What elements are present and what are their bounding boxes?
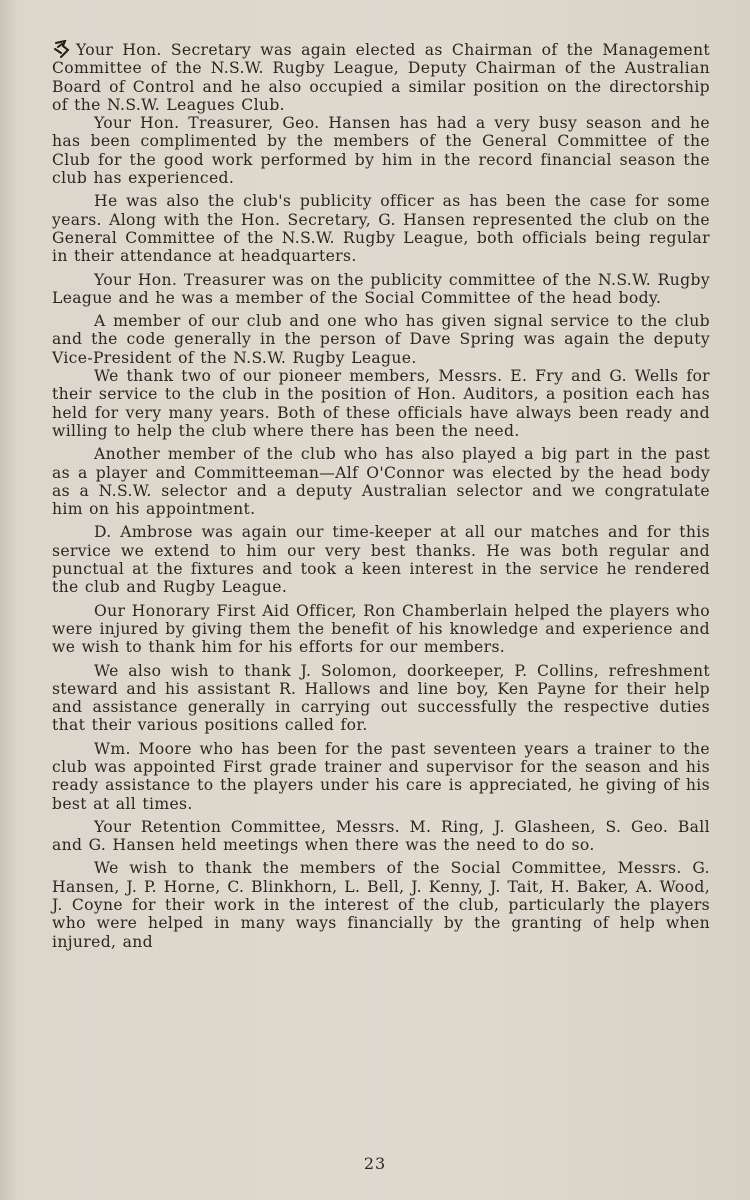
paragraph-trainer: Wm. Moore who has been for the past seventeen years a trainer to the club was appointed First grade trainer and supervisor for the season and his ready assistance to the players under his care is appreciated, he giving of his best at all times. [52, 739, 710, 813]
paragraph-dave-spring: A member of our club and one who has given signal service to the club and the code generally in the person of Dave Spring was again the deputy Vice-President of the N.S.W. Rugby League. [52, 312, 710, 367]
paragraph-auditors: We thank two of our pioneer members, Messrs. E. Fry and G. Wells for their service to the club in the position of Hon. Auditors, a position each has held for very many years. Both of these officials have always been ready and willing to help the club where there has been the need. [52, 367, 710, 440]
paragraph-volunteers: We also wish to thank J. Solomon, doorkeeper, P. Collins, refreshment steward and his assistant R. Hallows and line boy, Ken Payne for their help and assistance generally in carrying out successfully the respective duties that their various positions called for. [52, 661, 710, 735]
paragraph-alf-oconnor: Another member of the club who has also played a big part in the past as a player and Committeeman—Alf O'Connor was elected by the head body as a N.S.W. selector and a deputy Australian selector and we congratulate him on his appointment. [52, 445, 710, 519]
paragraph-time-keeper: D. Ambrose was again our time-keeper at all our matches and for this service we extend to him our very best thanks. He was both regular and punctual at the fixtures and took a keen interest in the service he rendered the club and Rugby League. [52, 523, 710, 597]
paragraph-treasurer: Your Hon. Treasurer, Geo. Hansen has had a very busy season and he has been complimented by the members of the General Committee of the Club for the good work performed by him in the record financial season the club has experienced. [52, 114, 710, 188]
body-text [52, 40, 710, 951]
paragraph-publicity-officer: He was also the club's publicity officer as has been the case for some years. Along with the Hon. Secretary, G. Hansen represented the club on the General Committee of the N.S.W. Rugby League, both officials being regular in their attendance at headquarters. [52, 192, 710, 266]
paragraph-social-committee: We wish to thank the members of the Social Committee, Messrs. G. Hansen, J. P. Horne, C. Blinkhorn, L. Bell, J. Kenny, J. Tait, H. Baker, A. Wood, J. Coyne for their work in the interest of the club, particularly the players who were helped in many ways financially by the granting of help when injured, and [52, 859, 710, 951]
page-number: 23 [363, 1154, 387, 1173]
paragraph-publicity-committee: Your Hon. Treasurer was on the publicity committee of the N.S.W. Rugby League and he was a member of the Social Committee of the head body. [52, 270, 710, 307]
paragraph-retention-committee: Your Retention Committee, Messrs. M. Ring, J. Glasheen, S. Geo. Ball and G. Hansen held meetings when there was the need to do so. [52, 817, 710, 855]
paragraph-text: Your Hon. Secretary was again elected as Chairman of the Management Committee of the N.S.W. Rugby League, Deputy Chairman of the Australian Board of Control and he also occupied a similar position on the directorship of the N.S.W. Leagues Club. [52, 41, 710, 114]
paragraph-first-aid: Our Honorary First Aid Officer, Ron Chamberlain helped the players who were injured by giving them the benefit of his knowledge and experience and we wish to thank him for his efforts for our members. [52, 601, 710, 657]
paragraph-secretary [52, 40, 710, 114]
handwritten-mark-icon [52, 40, 72, 58]
